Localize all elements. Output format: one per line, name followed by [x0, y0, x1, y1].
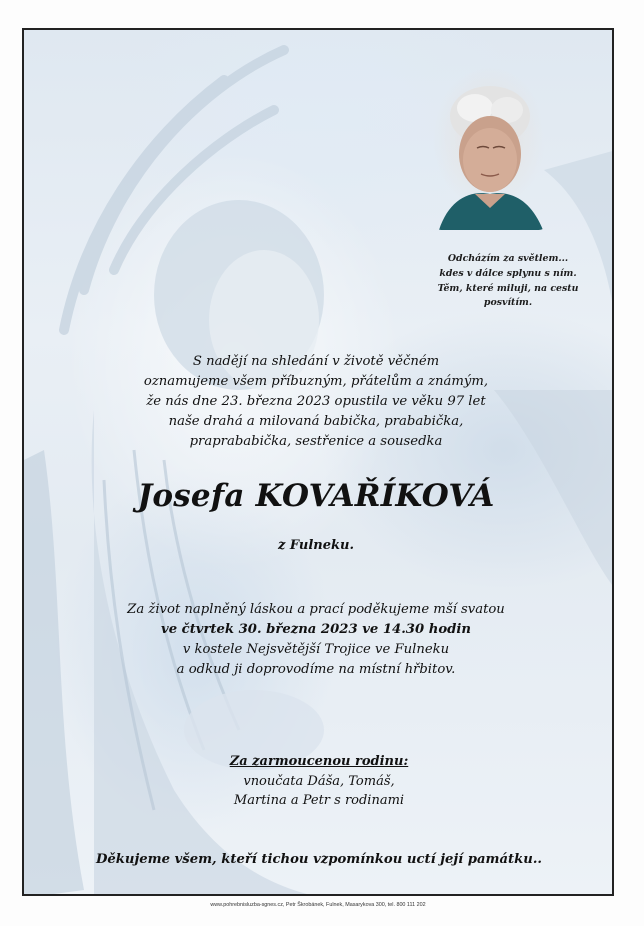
deceased-last-name: KOVAŘÍKOVÁ [255, 478, 495, 514]
deceased-first-name: Josefa [137, 478, 245, 514]
ceremony-datetime: ve čtvrtek 30. března 2023 ve 14.30 hodin [161, 622, 471, 637]
ceremony-line: Za život naplněný láskou a prací poděkujeme mší svatou [127, 602, 505, 617]
announcement-line: naše drahá a milovaná babička, prababička, [168, 414, 464, 429]
footer-contact: www.pohrebnisluzba-sgnes.cz, Petr Škrobánek, Fulnek, Masarykova 300, tel. 800 111 202 [210, 902, 426, 908]
poem [416, 252, 600, 311]
poem-line: Těm, které miluji, na cestu posvítím. [437, 282, 579, 309]
portrait-photo [429, 68, 551, 230]
notice-frame [22, 28, 614, 896]
announcement-text [136, 352, 496, 452]
ceremony-line: v kostele Nejsvětější Trojice ve Fulneku [182, 642, 450, 657]
ceremony-line: a odkud ji doprovodíme na místní hřbitov. [176, 662, 456, 677]
deceased-origin: z Fulneku. [277, 538, 354, 553]
family-line: vnoučata Dáša, Tomáš, [243, 773, 395, 789]
ceremony-text [126, 600, 506, 680]
family-signature [184, 752, 454, 811]
announcement-line: oznamujeme všem příbuzným, přátelům a známým, [143, 374, 489, 389]
announcement-line: praprababička, sestřenice a sousedka [189, 434, 443, 449]
closing-thanks: Děkujeme všem, kteří tichou vzpomínkou uctí její památku.. [95, 852, 543, 867]
announcement-line: S nadějí na shledání v životě věčném [192, 354, 440, 369]
family-line: Martina a Petr s rodinami [233, 793, 405, 808]
family-heading: Za zarmoucenou rodinu: [229, 754, 409, 769]
announcement-line: že nás dne 23. března 2023 opustila ve věku 97 let [146, 394, 486, 409]
poem-line: kdes v dálce splynu s ním. [439, 267, 577, 279]
poem-line: Odcházím za světlem... [447, 253, 569, 264]
deceased-name [116, 476, 516, 516]
